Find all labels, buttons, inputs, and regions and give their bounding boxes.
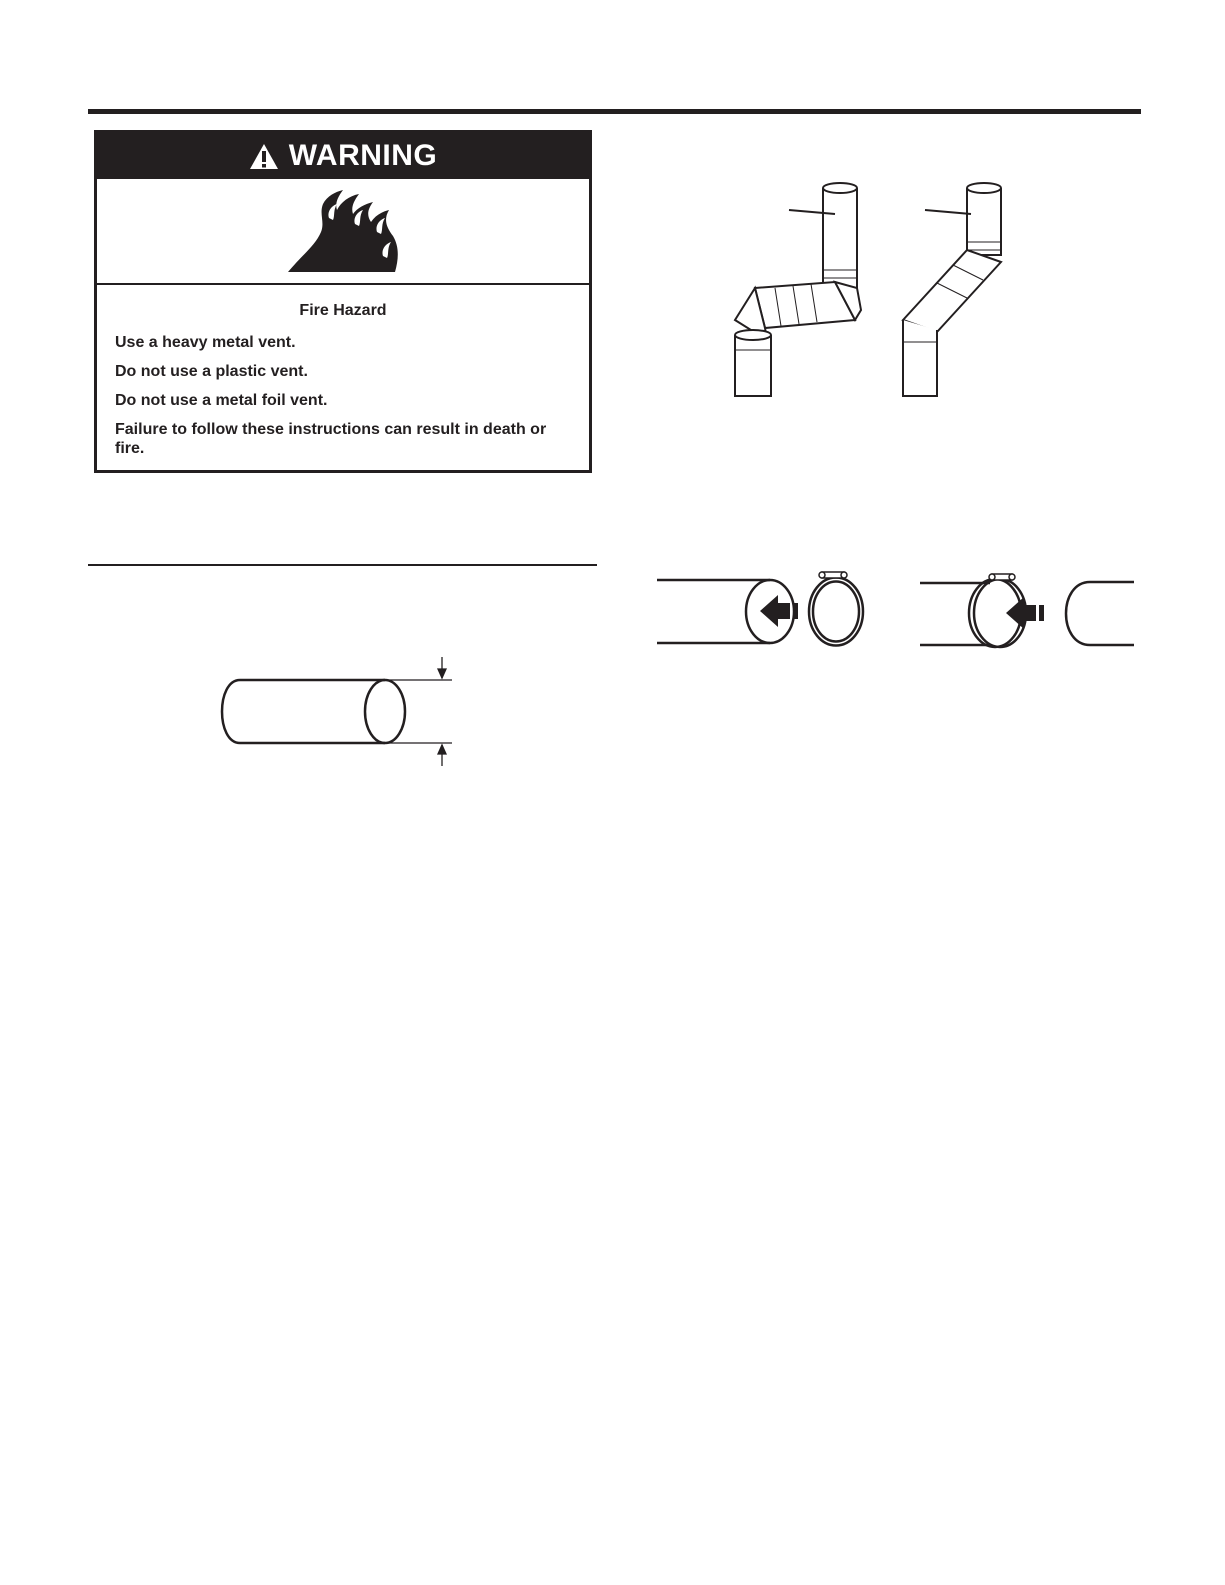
top-rule — [88, 109, 1141, 114]
fire-pictogram — [97, 179, 589, 285]
section-rule — [88, 564, 597, 566]
vent-elbow-figure — [715, 170, 1055, 405]
warning-line: Use a heavy metal vent. — [115, 334, 296, 351]
warning-line: Failure to follow these instructions can result in death or fire. — [115, 421, 547, 457]
warning-body — [97, 285, 589, 470]
warning-line: Do not use a plastic vent. — [115, 363, 308, 380]
vent-diameter-figure — [210, 645, 470, 775]
warning-triangle-icon — [249, 143, 279, 170]
fire-icon — [283, 188, 403, 274]
warning-box — [94, 130, 592, 473]
hazard-title: Fire Hazard — [299, 302, 387, 319]
clamp-connection-figure — [650, 565, 1150, 660]
warning-line: Do not use a metal foil vent. — [115, 392, 328, 409]
warning-title: WARNING — [288, 139, 438, 172]
warning-header — [97, 133, 589, 179]
